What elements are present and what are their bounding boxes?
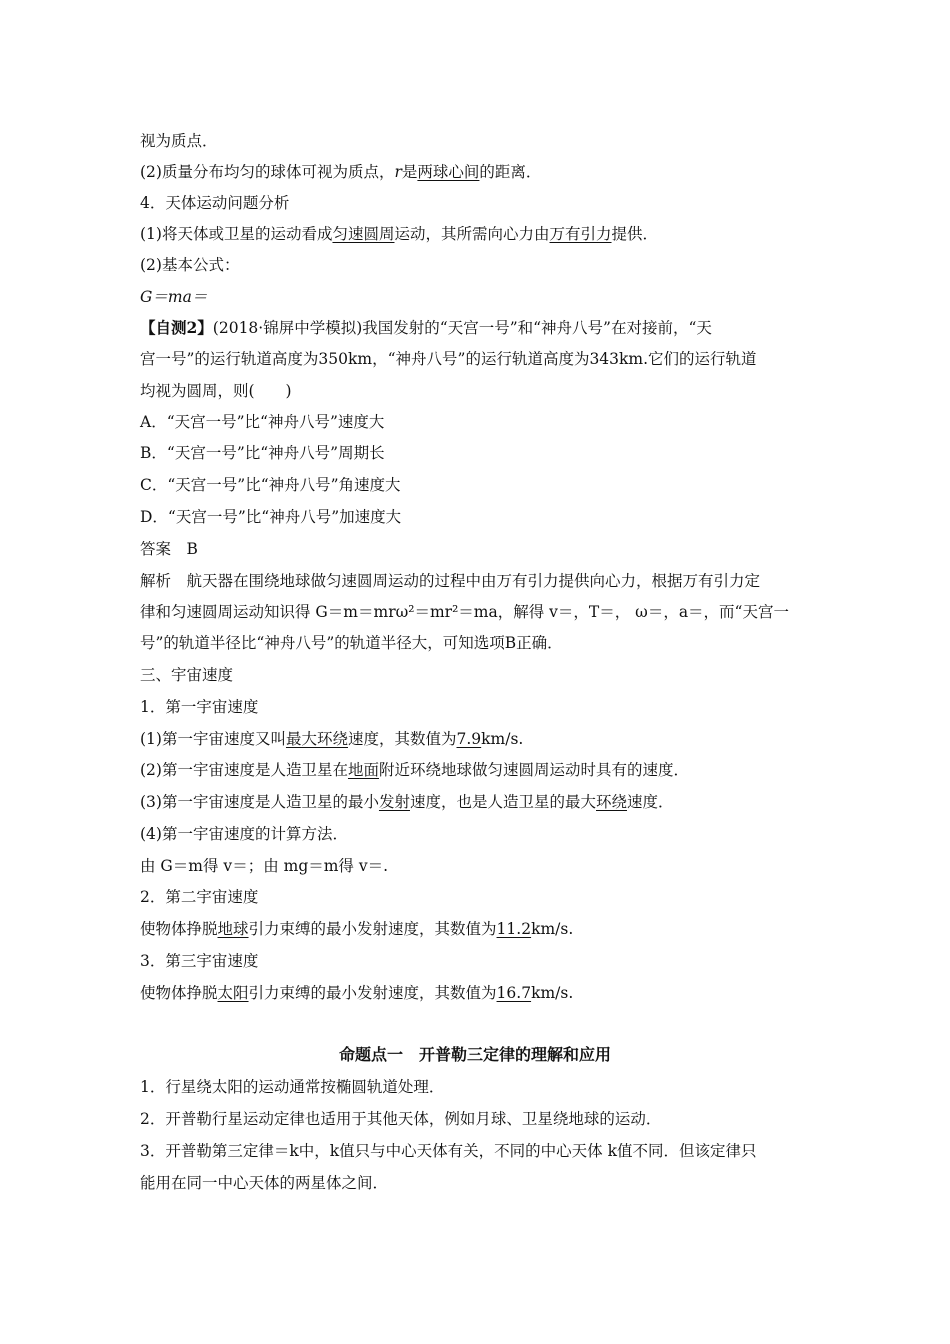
text-line: (2)基本公式： (140, 256, 240, 274)
text-line: 能用在同一中心天体的两星体之间． (140, 1174, 389, 1192)
text-span: 提供． (611, 225, 659, 243)
option-a: A．“天宫一号”比“神舟八号”速度大 (140, 413, 385, 431)
text-span: 的距离． (479, 163, 542, 181)
text-span: 速度，也是人造卫星的最大 (409, 793, 596, 811)
underlined-answer: 匀速圆周 (332, 225, 395, 243)
text-span: 速度． (627, 793, 674, 811)
question-tag: 【自测2】 (140, 318, 213, 337)
underlined-answer: 最大环绕 (285, 730, 348, 748)
text-line: 1．行星绕太阳的运动通常按椭圆轨道处理． (140, 1078, 445, 1096)
underlined-answer: 环绕 (596, 793, 628, 811)
text-span: km/s. (531, 984, 574, 1002)
text-line (140, 728, 523, 750)
subheading: 3．第三宇宙速度 (140, 952, 259, 970)
formula-line: G＝ma＝ (140, 288, 208, 306)
text-line (140, 982, 573, 1004)
underlined-answer: 地球 (217, 920, 249, 938)
text-span: 使物体挣脱 (140, 920, 218, 938)
underlined-answer: 两球心间 (417, 163, 480, 181)
section-heading: 三、宇宙速度 (140, 666, 234, 684)
underlined-answer: 地面 (347, 761, 379, 779)
variable-r: r (394, 163, 402, 181)
text-span: km/s. (531, 920, 574, 938)
underlined-answer: 11.2 (496, 920, 532, 938)
text-span: (1)将天体或卫星的运动看成 (140, 225, 333, 243)
formula-line: 由 G＝m得 v＝；由 mg＝m得 v＝. (140, 857, 389, 875)
answer-line: 答案 B (140, 540, 198, 558)
text-line: 均视为圆周，则( ) (140, 382, 292, 400)
chapter-heading: 命题点一 开普勒三定律的理解和应用 (338, 1045, 611, 1064)
text-line (140, 161, 541, 183)
text-span: (1)第一宇宙速度又叫 (140, 730, 286, 748)
analysis-line: 律和匀速圆周运动知识得 G＝m＝mrω²＝mr²＝ma，解得 v＝，T＝， ω＝，a＝，而“天宫一 (140, 603, 789, 621)
underlined-answer: 7.9 (456, 730, 482, 748)
text-span: 附近环绕地球做匀速圆周运动时具有的速度． (378, 761, 689, 779)
text-span: 引力束缚的最小发射速度，其数值为 (248, 984, 497, 1002)
text-span: (2)质量分布均匀的球体可视为质点， (140, 163, 395, 181)
text-span: (3)第一宇宙速度是人造卫星的最小 (140, 793, 379, 811)
text-line: 宫一号”的运行轨道高度为350km，“神舟八号”的运行轨道高度为343km.它们的运行轨道 (140, 350, 757, 368)
underlined-answer: 16.7 (496, 984, 532, 1002)
option-c: C．“天宫一号”比“神舟八号”角速度大 (140, 476, 401, 494)
text-span: (2018·锦屏中学模拟)我国发射的“天宫一号”和“神舟八号”在对接前，“天 (212, 319, 712, 337)
text-line: 2．开普勒行星运动定律也适用于其他天体，例如月球、卫星绕地球的运动． (140, 1110, 662, 1128)
text-line: 4．天体运动问题分析 (140, 194, 290, 212)
text-span: (2)第一宇宙速度是人造卫星在 (140, 761, 348, 779)
text-line (140, 223, 658, 245)
text-line (140, 791, 674, 813)
subheading: 1．第一宇宙速度 (140, 698, 259, 716)
option-d: D．“天宫一号”比“神舟八号”加速度大 (140, 508, 402, 526)
analysis-line: 号”的轨道半径比“神舟八号”的轨道半径大，可知选项B正确． (140, 634, 563, 652)
underlined-answer: 发射 (378, 793, 410, 811)
text-span: 使物体挣脱 (140, 984, 218, 1002)
option-b: B．“天宫一号”比“神舟八号”周期长 (140, 444, 385, 462)
text-line (140, 759, 689, 781)
text-span: 引力束缚的最小发射速度，其数值为 (248, 920, 497, 938)
underlined-answer: 万有引力 (549, 225, 612, 243)
text-line (140, 918, 573, 940)
subheading: 2．第二宇宙速度 (140, 888, 259, 906)
text-span: km/s. (481, 730, 524, 748)
text-span: 是 (401, 163, 418, 181)
analysis-line: 解析 航天器在围绕地球做匀速圆周运动的过程中由万有引力提供向心力，根据万有引力定 (140, 572, 761, 590)
question-line (140, 317, 712, 339)
underlined-answer: 太阳 (217, 984, 249, 1002)
text-line: 视为质点． (140, 132, 218, 150)
text-span: 速度，其数值为 (347, 730, 457, 748)
text-line: (4)第一宇宙速度的计算方法． (140, 825, 348, 843)
text-line: 3．开普勒第三定律＝k中，k值只与中心天体有关，不同的中心天体 k值不同．但该定律只 (140, 1142, 757, 1160)
text-span: 运动，其所需向心力由 (394, 225, 550, 243)
